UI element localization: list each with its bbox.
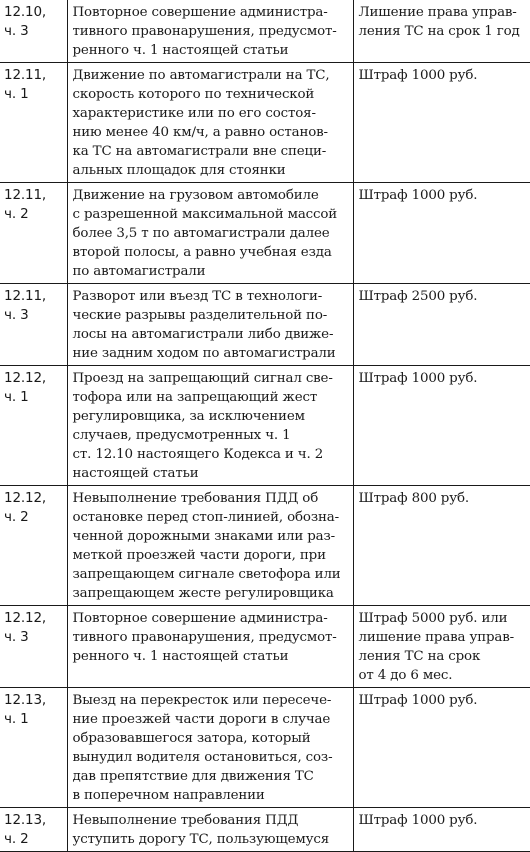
table-row: [0, 284, 530, 366]
article-cell: 12.12, ч. 1: [0, 366, 67, 486]
table-row: [0, 63, 530, 183]
table-row: [0, 606, 530, 688]
description-cell: Повторное совершение администра- тивного правонарушения, предусмот- ренного ч. 1 настоящей статьи: [67, 0, 353, 63]
description-cell: Разворот или въезд ТС в технологи- ческие разрывы разделительной по- лосы на автомагистрали либо движе- ние задним ходом по автомагистрали: [67, 284, 353, 366]
penalty-cell: Штраф 1000 руб.: [353, 63, 530, 183]
penalty-cell: Штраф 5000 руб. или лишение права управ- ления ТС на срок от 4 до 6 мес.: [353, 606, 530, 688]
penalty-cell: Штраф 1000 руб.: [353, 808, 530, 852]
description-cell: Повторное совершение администра- тивного правонарушения, предусмот- ренного ч. 1 настоящей статьи: [67, 606, 353, 688]
description-cell: Проезд на запрещающий сигнал све- тофора или на запрещающий жест регулировщика, за исключением случаев, предусмотренных ч. 1 ст. 12.10 настоящего Кодекса и ч. 2 настоящей статьи: [67, 366, 353, 486]
penalty-cell: Штраф 1000 руб.: [353, 366, 530, 486]
description-cell: Движение на грузовом автомобиле с разрешенной максимальной массой более 3,5 т по автомагистрали далее второй полосы, а равно учебная езда по автомагистрали: [67, 183, 353, 284]
article-cell: 12.11, ч. 1: [0, 63, 67, 183]
article-cell: 12.11, ч. 3: [0, 284, 67, 366]
penalty-cell: Штраф 1000 руб.: [353, 688, 530, 808]
article-cell: 12.12, ч. 3: [0, 606, 67, 688]
table-row: [0, 808, 530, 852]
article-cell: 12.11, ч. 2: [0, 183, 67, 284]
article-cell: 12.13, ч. 1: [0, 688, 67, 808]
table-row: [0, 688, 530, 808]
article-cell: 12.13, ч. 2: [0, 808, 67, 852]
table-row: [0, 366, 530, 486]
article-cell: 12.12, ч. 2: [0, 486, 67, 606]
table-row: [0, 486, 530, 606]
penalty-cell: Лишение права управ- ления ТС на срок 1 год: [353, 0, 530, 63]
penalty-cell: Штраф 800 руб.: [353, 486, 530, 606]
table-row: [0, 0, 530, 63]
description-cell: Невыполнение требования ПДД об остановке перед стоп-линией, обозна- ченной дорожными знаками или раз- меткой проезжей части дороги, при запрещающем сигнале светофора или запрещающем жесте регулировщика: [67, 486, 353, 606]
article-cell: 12.10, ч. 3: [0, 0, 67, 63]
description-cell: Выезд на перекресток или пересече- ние проезжей части дороги в случае образовавшегося затора, который вынудил водителя остановиться, соз- дав препятствие для движения ТС в поперечном направлении: [67, 688, 353, 808]
penalty-cell: Штраф 1000 руб.: [353, 183, 530, 284]
description-cell: Невыполнение требования ПДД уступить дорогу ТС, пользующемуся: [67, 808, 353, 852]
table-row: [0, 183, 530, 284]
description-cell: Движение по автомагистрали на ТС, скорость которого по технической характеристике или по его состоя- нию менее 40 км/ч, а равно останов- ка ТС на автомагистрали вне специ- альных площадок для стоянки: [67, 63, 353, 183]
penalty-cell: Штраф 2500 руб.: [353, 284, 530, 366]
